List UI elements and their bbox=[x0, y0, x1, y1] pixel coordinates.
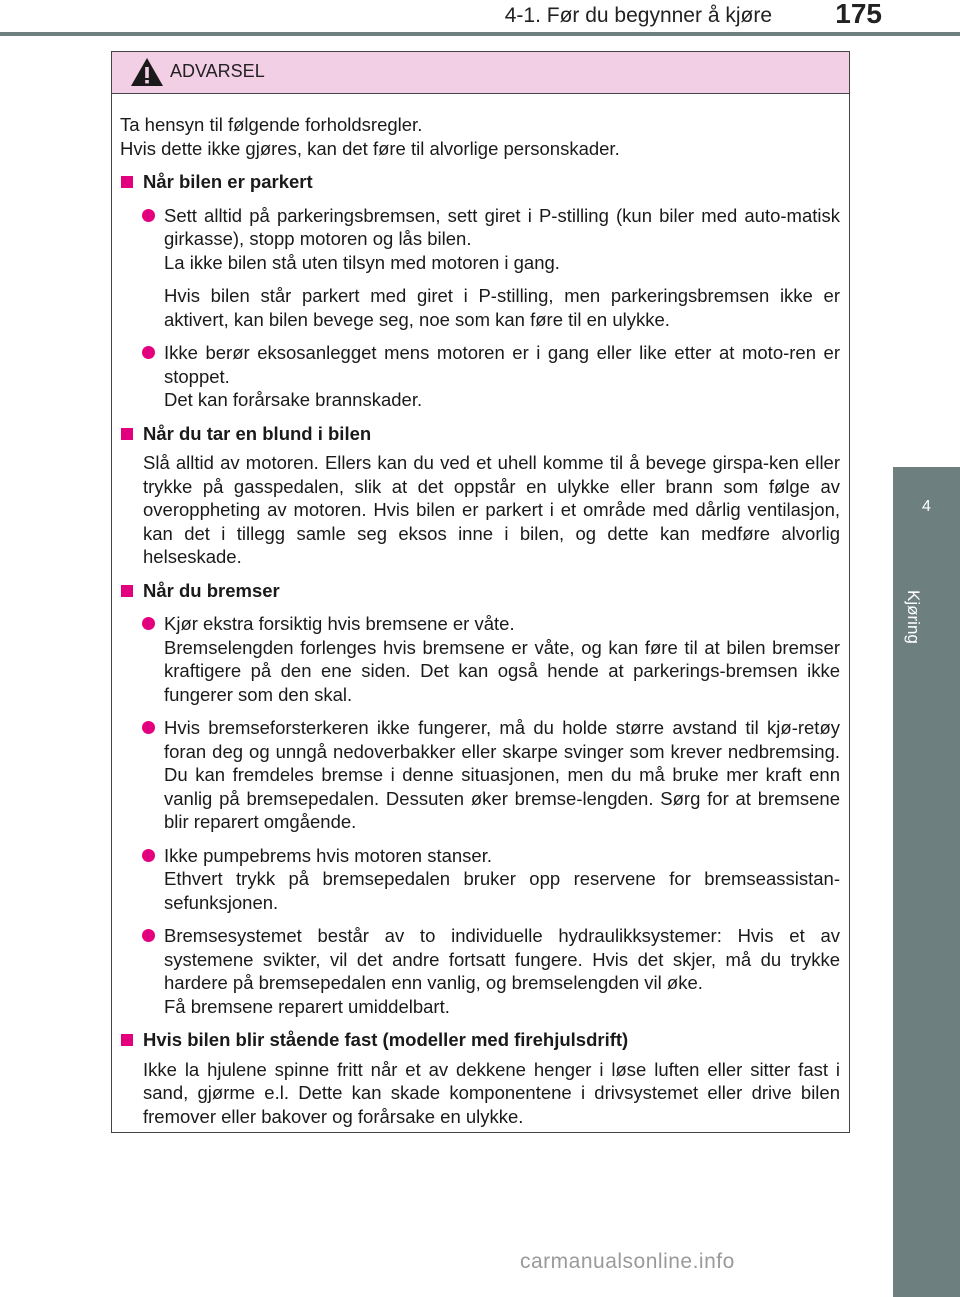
square-bullet-icon bbox=[121, 585, 133, 597]
heading-text: Når du bremser bbox=[143, 579, 280, 601]
list-item bbox=[120, 204, 840, 275]
round-bullet-icon bbox=[142, 929, 155, 942]
paragraph: Ikke la hjulene spinne fritt når et av dekkene henger i løse luften eller sitter fast i sand, gjørme e.l. Dette kan skade komponentene i drivsystemet eller drive bilen fremover eller bakover og forårsake en ulykke. bbox=[143, 1058, 840, 1127]
round-bullet-icon bbox=[142, 346, 155, 359]
heading-text: Hvis bilen blir stående fast (modeller med firehjulsdrift) bbox=[143, 1029, 629, 1050]
page-number: 175 bbox=[835, 0, 882, 29]
bullet-text: Få bremsene reparert umiddelbart. bbox=[164, 995, 450, 1017]
warning-body bbox=[120, 113, 840, 1128]
round-bullet-icon bbox=[142, 617, 155, 630]
intro-line: Ta hensyn til følgende forholdsregler. bbox=[120, 114, 423, 135]
section-heading bbox=[120, 422, 840, 446]
section-heading bbox=[120, 170, 840, 194]
square-bullet-icon bbox=[121, 1034, 133, 1046]
round-bullet-icon bbox=[142, 721, 155, 734]
bullet-text: Det kan forårsake brannskader. bbox=[164, 389, 423, 410]
heading-text: Når du tar en blund i bilen bbox=[143, 422, 372, 444]
list-item bbox=[120, 844, 840, 915]
chapter-label: Kjøring bbox=[904, 590, 923, 644]
round-bullet-icon bbox=[142, 849, 155, 862]
bullet-text: Ikke berør eksosanlegget mens motoren er i gang eller like etter at moto-ren er stoppet. bbox=[164, 342, 840, 387]
chapter-side-band bbox=[893, 547, 960, 1297]
chapter-tab bbox=[893, 467, 960, 547]
bullet-text: La ikke bilen stå uten tilsyn med motoren i gang. bbox=[164, 251, 560, 273]
warning-box bbox=[111, 51, 850, 1133]
section-heading bbox=[120, 1028, 840, 1052]
bullet-text: Kjør ekstra forsiktig hvis bremsene er våte. bbox=[164, 613, 515, 634]
header-rule bbox=[0, 32, 960, 36]
warning-header bbox=[112, 52, 849, 94]
list-item bbox=[120, 612, 840, 706]
bullet-text: Ikke pumpebrems hvis motoren stanser. bbox=[164, 844, 493, 866]
list-item bbox=[120, 716, 840, 834]
section-heading bbox=[120, 579, 840, 603]
warning-triangle-icon bbox=[130, 57, 164, 87]
bullet-text: Bremselengden forlenges hvis bremsene er våte, og kan føre til at bilen bremser kraftigere på den ene siden. Det kan også hende at parkerings-bremsen ikke fungerer som den skal. bbox=[164, 636, 840, 705]
chapter-number: 4 bbox=[922, 498, 931, 515]
bullet-text: Hvis bremseforsterkeren ikke fungerer, må du holde større avstand til kjø-retøy foran deg og unngå nedoverbakker eller skarpe svinger som krever nedbremsing. Du kan fremdeles bremse i denne situasjonen, men du må bruke mer kraft enn vanlig på bremsepedalen. Dessuten øker bremse-lengden. Sørg for at bremsene blir reparert omgående. bbox=[164, 717, 840, 832]
bullet-text: Ethvert trykk på bremsepedalen bruker opp reservene for bremseassistan-sefunksjonen. bbox=[164, 868, 840, 913]
watermark: carmanualsonline.info bbox=[520, 1250, 735, 1273]
intro-line: Hvis dette ikke gjøres, kan det føre til alvorlige personskader. bbox=[120, 137, 620, 159]
heading-text: Når bilen er parkert bbox=[143, 171, 313, 192]
list-item bbox=[120, 924, 840, 1018]
square-bullet-icon bbox=[121, 428, 133, 440]
warning-title: ADVARSEL bbox=[170, 61, 265, 81]
round-bullet-icon bbox=[142, 209, 155, 222]
intro-text bbox=[120, 113, 840, 160]
section-title: 4-1. Før du begynner å kjøre bbox=[504, 4, 772, 27]
paragraph: Hvis bilen står parkert med giret i P-stilling, men parkeringsbremsen ikke er aktivert, kan bilen bevege seg, noe som kan føre til en ulykke. bbox=[164, 285, 840, 330]
square-bullet-icon bbox=[121, 176, 133, 188]
list-item bbox=[120, 341, 840, 412]
bullet-text: Bremsesystemet består av to individuelle hydraulikksystemer: Hvis et av systemene svikter, vil det andre fortsatt fungere. Hvis det skjer, må du trykke hardere på bremsepedalen enn vanlig, og bremselengden vil øke. bbox=[164, 925, 840, 993]
paragraph: Slå alltid av motoren. Ellers kan du ved et uhell komme til å bevege girspa-ken eller trykke på gasspedalen, slik at det oppstår en ulykke eller brann som følge av overoppheting av motoren. Hvis bilen er parkert i et område med dårlig ventilasjon, kan det i tillegg samle seg eksos inne i bilen, og dette kan medføre alvorlig helseskade. bbox=[143, 452, 840, 567]
bullet-text: Sett alltid på parkeringsbremsen, sett giret i P-stilling (kun biler med auto-matisk girkasse), stopp motoren og lås bilen. bbox=[164, 204, 840, 249]
